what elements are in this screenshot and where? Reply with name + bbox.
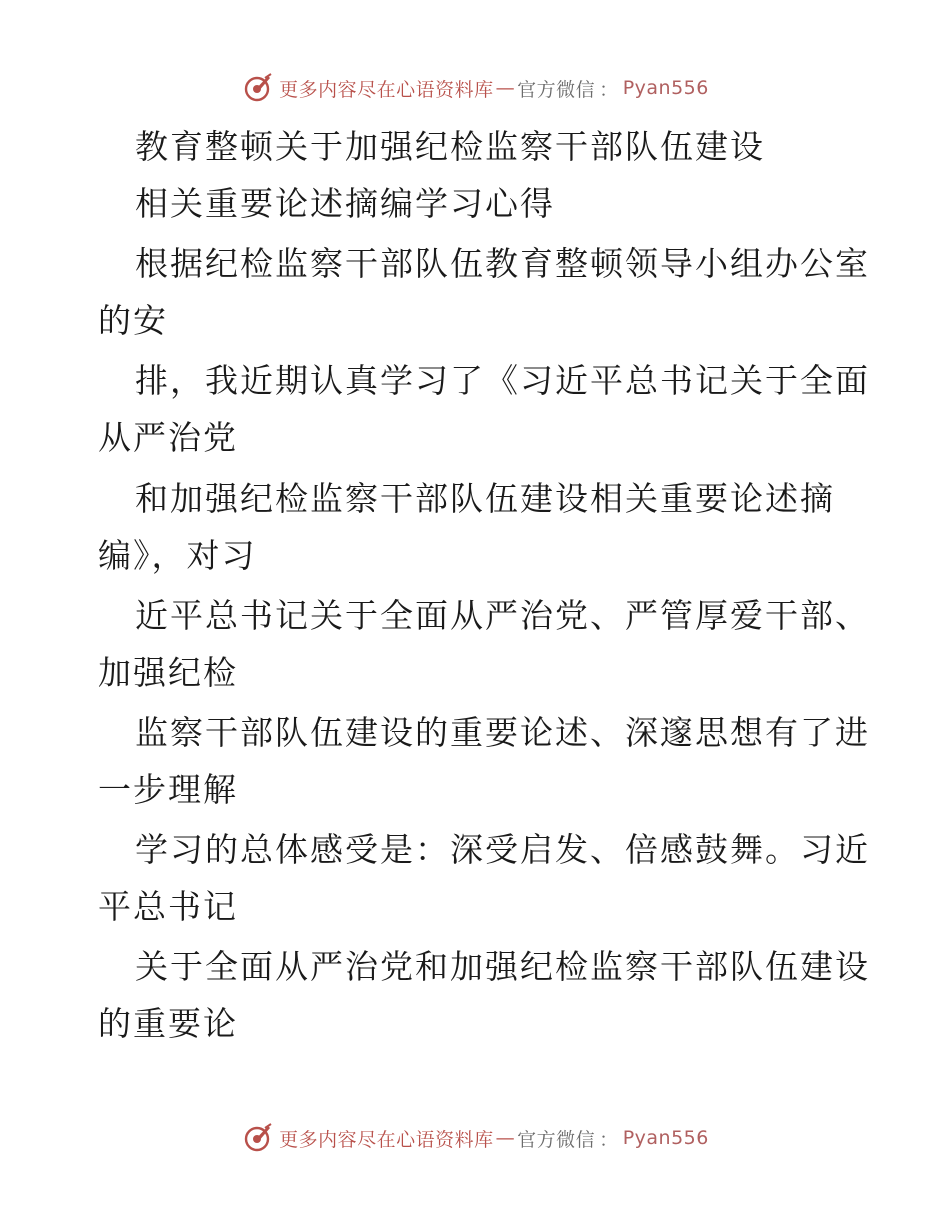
watermark-dash: —	[495, 77, 516, 99]
watermark-brand: 更多内容尽在心语资料库	[279, 1128, 494, 1151]
watermark-dash: —	[495, 1127, 516, 1149]
paragraph-line: 关于全面从严治党和加强纪检监察干部队伍建设	[135, 947, 870, 986]
paragraph-line: 监察干部队伍建设的重要论述、深邃思想有了进	[135, 713, 870, 752]
watermark-header	[0, 72, 950, 104]
title-line-2: 相关重要论述摘编学习心得	[135, 184, 555, 223]
quill-logo-icon	[241, 1122, 273, 1154]
paragraph-line: 的安	[98, 301, 168, 340]
paragraph-line: 从严治党	[98, 418, 238, 457]
watermark-wechat-id: Pyan556	[622, 77, 709, 99]
watermark-label: 官方微信	[517, 78, 596, 101]
paragraph-line: 和加强纪检监察干部队伍建设相关重要论述摘	[135, 479, 835, 518]
paragraph-line: 排，我近期认真学习了《习近平总书记关于全面	[135, 361, 870, 400]
paragraph-line: 一步理解	[98, 770, 238, 809]
paragraph-line: 根据纪检监察干部队伍教育整顿领导小组办公室	[135, 244, 870, 283]
paragraph-line: 加强纪检	[98, 653, 238, 692]
watermark-label: 官方微信	[517, 1128, 596, 1151]
watermark-separator: ：	[599, 1128, 619, 1151]
paragraph-line: 编》，对习	[98, 536, 257, 575]
title-line-1: 教育整顿关于加强纪检监察干部队伍建设	[135, 127, 765, 166]
paragraph-line: 平总书记	[98, 887, 238, 926]
paragraph-line: 学习的总体感受是：深受启发、倍感鼓舞。习近	[135, 830, 870, 869]
quill-logo-icon	[241, 72, 273, 104]
watermark-wechat-id: Pyan556	[622, 1127, 709, 1149]
paragraph-line: 近平总书记关于全面从严治党、严管厚爱干部、	[135, 596, 870, 635]
paragraph-line: 的重要论	[98, 1004, 238, 1043]
watermark-brand: 更多内容尽在心语资料库	[279, 78, 494, 101]
watermark-footer	[0, 1122, 950, 1154]
watermark-separator: ：	[599, 78, 619, 101]
